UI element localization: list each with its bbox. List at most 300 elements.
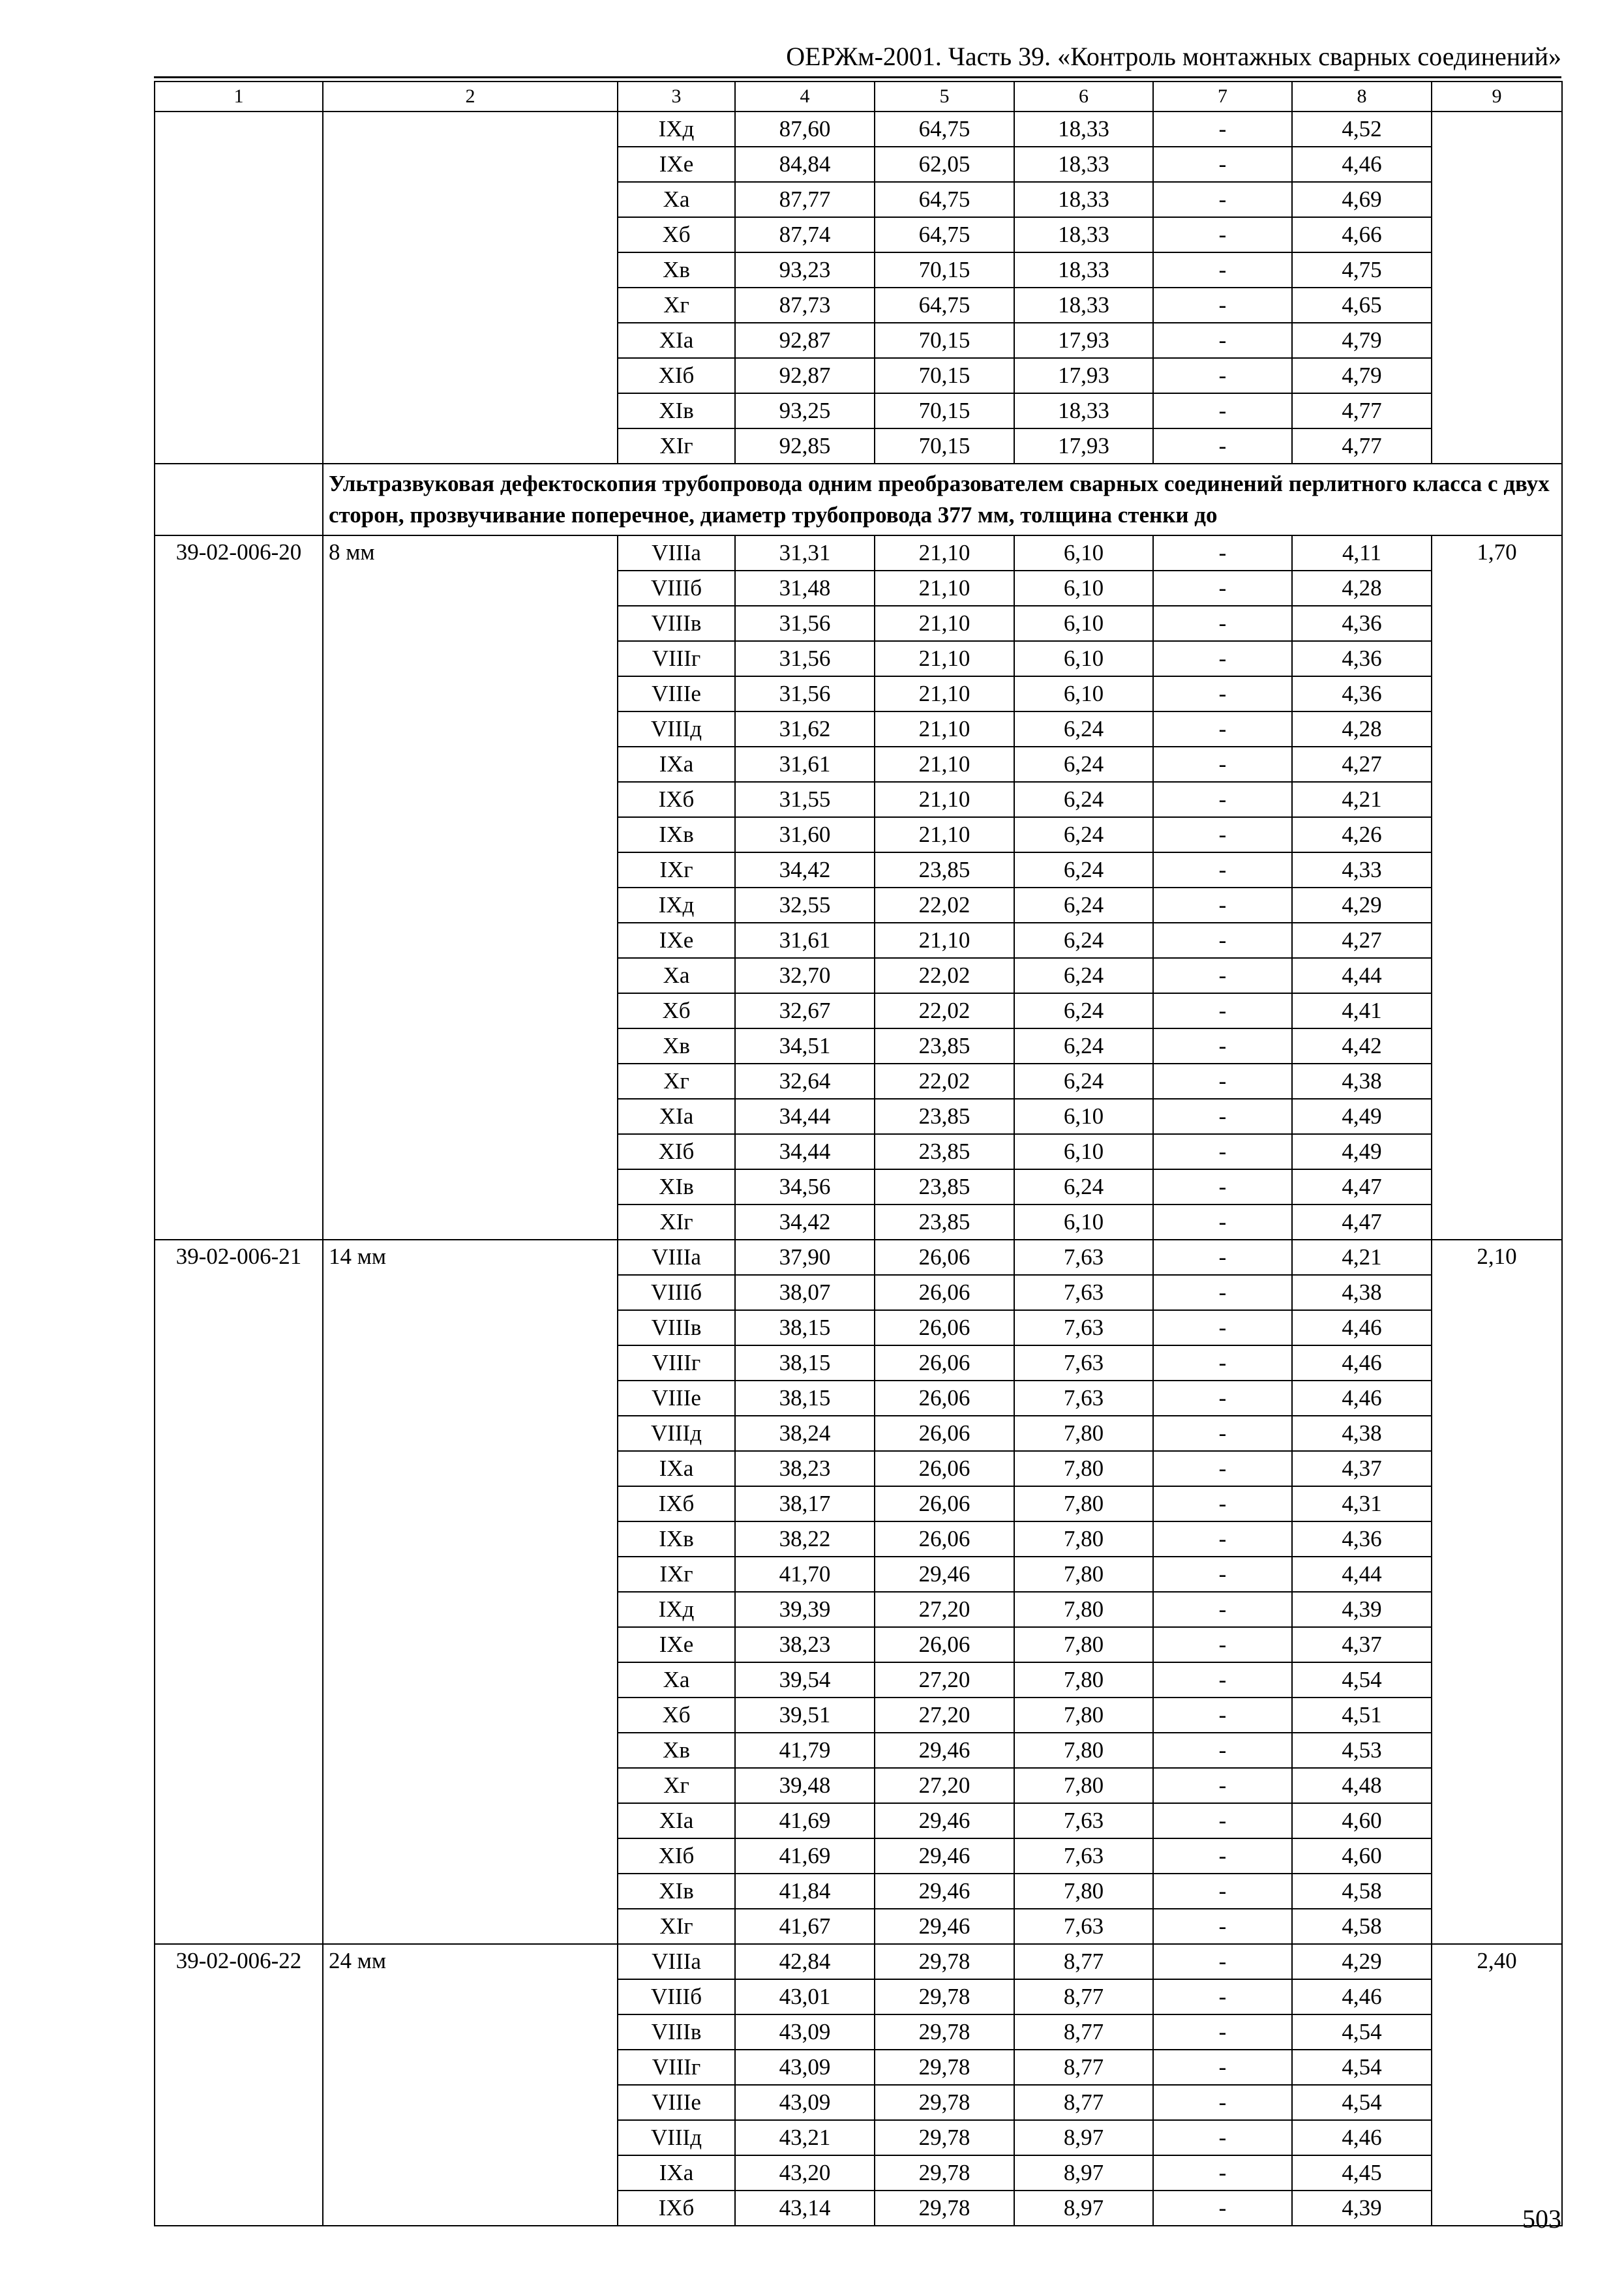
category-cell: XIб [618,1838,735,1874]
value-cell: 7,63 [1014,1803,1153,1838]
value-cell: 7,80 [1014,1698,1153,1733]
value-cell: 70,15 [875,323,1014,358]
value-cell: - [1153,1521,1292,1557]
value-cell: 7,80 [1014,1521,1153,1557]
value-cell: 4,21 [1292,782,1432,817]
value-cell: - [1153,147,1292,182]
value-cell: - [1153,1979,1292,2014]
value-cell: - [1153,1381,1292,1416]
value-cell: 34,56 [735,1169,875,1204]
value-cell: 34,44 [735,1134,875,1169]
value-cell: 29,78 [875,2050,1014,2085]
value-cell: 4,58 [1292,1909,1432,1944]
value-cell: 41,79 [735,1733,875,1768]
value-cell: 70,15 [875,358,1014,393]
category-cell: IXе [618,1627,735,1662]
value-cell: - [1153,1838,1292,1874]
value-cell: 4,66 [1292,217,1432,252]
value-cell: - [1153,676,1292,711]
category-cell: IXб [618,2191,735,2226]
column-number-header: 7 [1153,82,1292,112]
value-cell: 17,93 [1014,428,1153,464]
value-cell: 87,74 [735,217,875,252]
category-cell: XIб [618,358,735,393]
category-cell: XIв [618,1169,735,1204]
category-cell: Xа [618,1662,735,1698]
value-cell: 93,23 [735,252,875,288]
value-cell: 7,63 [1014,1838,1153,1874]
value-cell: 17,93 [1014,323,1153,358]
wall-thickness: 8 мм [323,535,618,1240]
value-cell: 18,33 [1014,252,1153,288]
value-cell: 84,84 [735,147,875,182]
value-cell: 4,54 [1292,2050,1432,2085]
category-cell: VIIIв [618,1310,735,1345]
column-number-header: 5 [875,82,1014,112]
value-cell: - [1153,1486,1292,1521]
value-cell: 37,90 [735,1240,875,1275]
value-cell: 4,37 [1292,1451,1432,1486]
value-cell: - [1153,217,1292,252]
value-cell: - [1153,112,1292,147]
value-cell: 6,24 [1014,923,1153,958]
value-cell: 6,10 [1014,641,1153,676]
value-cell: - [1153,535,1292,571]
value-cell: 31,55 [735,782,875,817]
value-cell: 4,60 [1292,1803,1432,1838]
category-cell: VIIIа [618,1944,735,1979]
value-cell: 7,80 [1014,1557,1153,1592]
category-cell: Xв [618,1028,735,1064]
value-cell: - [1153,1768,1292,1803]
value-cell: - [1153,1733,1292,1768]
value-cell: 4,41 [1292,993,1432,1028]
value-cell: 6,10 [1014,1204,1153,1240]
code-cell-empty [155,112,323,464]
category-cell: XIа [618,1803,735,1838]
value-cell: 38,17 [735,1486,875,1521]
category-cell: IXа [618,1451,735,1486]
value-cell: 4,46 [1292,147,1432,182]
value-cell: 21,10 [875,676,1014,711]
value-cell: 34,42 [735,852,875,888]
column-number-header: 3 [618,82,735,112]
value-cell: 34,51 [735,1028,875,1064]
value-cell: 7,80 [1014,1768,1153,1803]
value-cell: 23,85 [875,1169,1014,1204]
value-cell: - [1153,1909,1292,1944]
value-cell: 32,55 [735,888,875,923]
value-cell: - [1153,1134,1292,1169]
value-cell: - [1153,2050,1292,2085]
value-cell: 4,49 [1292,1099,1432,1134]
value-cell: 26,06 [875,1345,1014,1381]
value-cell: 8,77 [1014,2014,1153,2050]
category-cell: Xа [618,958,735,993]
value-cell: 70,15 [875,428,1014,464]
value-cell: 4,79 [1292,358,1432,393]
value-cell: 4,39 [1292,1592,1432,1627]
value-cell: 4,27 [1292,923,1432,958]
value-cell: 6,24 [1014,852,1153,888]
value-cell: 31,60 [735,817,875,852]
value-cell: 4,36 [1292,676,1432,711]
category-cell: VIIIв [618,2014,735,2050]
category-cell: VIIIе [618,676,735,711]
value-cell: 41,84 [735,1874,875,1909]
value-cell: 21,10 [875,711,1014,747]
value-cell: 22,02 [875,888,1014,923]
coefficient: 1,70 [1432,535,1562,1240]
category-cell: VIIIв [618,606,735,641]
value-cell: 4,53 [1292,1733,1432,1768]
value-cell: - [1153,1345,1292,1381]
value-cell: 4,11 [1292,535,1432,571]
category-cell: XIв [618,393,735,428]
header-divider [154,76,1561,78]
value-cell: 4,54 [1292,1662,1432,1698]
value-cell: 64,75 [875,182,1014,217]
value-cell: - [1153,2120,1292,2155]
value-cell: 64,75 [875,217,1014,252]
category-cell: IXг [618,1557,735,1592]
value-cell: - [1153,288,1292,323]
value-cell: 29,46 [875,1838,1014,1874]
value-cell: 29,78 [875,2120,1014,2155]
value-cell: 6,24 [1014,1028,1153,1064]
value-cell: 34,42 [735,1204,875,1240]
value-cell: 4,49 [1292,1134,1432,1169]
category-cell: Xб [618,993,735,1028]
value-cell: 22,02 [875,958,1014,993]
category-cell: Xг [618,288,735,323]
value-cell: - [1153,1275,1292,1310]
value-cell: 8,97 [1014,2120,1153,2155]
value-cell: 4,75 [1292,252,1432,288]
value-cell: 23,85 [875,1099,1014,1134]
value-cell: 4,36 [1292,641,1432,676]
value-cell: 7,80 [1014,1486,1153,1521]
value-cell: 22,02 [875,1064,1014,1099]
value-cell: - [1153,1028,1292,1064]
norm-code: 39-02-006-20 [155,535,323,1240]
value-cell: - [1153,428,1292,464]
resource-cell-empty [323,112,618,464]
category-cell: IXд [618,112,735,147]
value-cell: - [1153,1874,1292,1909]
value-cell: 4,46 [1292,1979,1432,2014]
value-cell: 8,97 [1014,2191,1153,2226]
value-cell: 4,37 [1292,1627,1432,1662]
value-cell: 29,46 [875,1803,1014,1838]
category-cell: VIIIб [618,1275,735,1310]
value-cell: 8,77 [1014,1979,1153,2014]
table-row [155,1944,1562,1979]
value-cell: 41,67 [735,1909,875,1944]
category-cell: Xа [618,182,735,217]
value-cell: 4,52 [1292,112,1432,147]
value-cell: 7,63 [1014,1909,1153,1944]
norms-table [154,81,1563,2226]
value-cell: 26,06 [875,1381,1014,1416]
category-cell: Xб [618,217,735,252]
value-cell: - [1153,606,1292,641]
value-cell: 4,45 [1292,2155,1432,2191]
value-cell: 8,97 [1014,2155,1153,2191]
category-cell: VIIIб [618,571,735,606]
category-cell: VIIIг [618,641,735,676]
value-cell: 8,77 [1014,2050,1153,2085]
value-cell: 4,60 [1292,1838,1432,1874]
value-cell: 41,69 [735,1803,875,1838]
value-cell: 7,80 [1014,1416,1153,1451]
value-cell: 8,77 [1014,1944,1153,1979]
value-cell: 34,44 [735,1099,875,1134]
value-cell: 27,20 [875,1662,1014,1698]
table-row [155,535,1562,571]
value-cell: 31,56 [735,676,875,711]
category-cell: VIIIг [618,2050,735,2085]
value-cell: 6,24 [1014,958,1153,993]
value-cell: 6,24 [1014,888,1153,923]
value-cell: 4,44 [1292,958,1432,993]
value-cell: 23,85 [875,1134,1014,1169]
value-cell: - [1153,1240,1292,1275]
value-cell: 31,61 [735,923,875,958]
category-cell: IXб [618,1486,735,1521]
value-cell: 29,78 [875,2191,1014,2226]
category-cell: Xв [618,252,735,288]
category-cell: XIа [618,1099,735,1134]
page-number: 503 [1522,2204,1561,2234]
value-cell: 4,54 [1292,2014,1432,2050]
value-cell: 7,80 [1014,1627,1153,1662]
category-cell: IXе [618,923,735,958]
value-cell: 4,29 [1292,888,1432,923]
value-cell: 4,29 [1292,1944,1432,1979]
value-cell: 31,62 [735,711,875,747]
category-cell: XIг [618,1909,735,1944]
value-cell: 38,24 [735,1416,875,1451]
value-cell: - [1153,1557,1292,1592]
value-cell: 29,78 [875,1944,1014,1979]
category-cell: VIIIб [618,1979,735,2014]
value-cell: 4,38 [1292,1416,1432,1451]
value-cell: - [1153,323,1292,358]
value-cell: 43,09 [735,2014,875,2050]
value-cell: 4,77 [1292,393,1432,428]
category-cell: Xг [618,1768,735,1803]
value-cell: 6,10 [1014,606,1153,641]
value-cell: 7,80 [1014,1662,1153,1698]
value-cell: 31,48 [735,571,875,606]
value-cell: 18,33 [1014,182,1153,217]
value-cell: 4,38 [1292,1064,1432,1099]
value-cell: 4,46 [1292,1310,1432,1345]
category-cell: IXб [618,782,735,817]
value-cell: 21,10 [875,747,1014,782]
value-cell: 70,15 [875,252,1014,288]
value-cell: - [1153,817,1292,852]
value-cell: 22,02 [875,993,1014,1028]
value-cell: - [1153,393,1292,428]
value-cell: 18,33 [1014,217,1153,252]
value-cell: 6,10 [1014,1134,1153,1169]
value-cell: 6,24 [1014,1064,1153,1099]
value-cell: 92,87 [735,323,875,358]
value-cell: 29,46 [875,1557,1014,1592]
value-cell: 87,60 [735,112,875,147]
value-cell: 6,24 [1014,993,1153,1028]
value-cell: 32,64 [735,1064,875,1099]
value-cell: 4,65 [1292,288,1432,323]
value-cell: 4,26 [1292,817,1432,852]
value-cell: - [1153,641,1292,676]
value-cell: 18,33 [1014,147,1153,182]
value-cell: 26,06 [875,1451,1014,1486]
value-cell: 4,47 [1292,1169,1432,1204]
value-cell: 64,75 [875,288,1014,323]
value-cell: 21,10 [875,782,1014,817]
value-cell: 21,10 [875,606,1014,641]
value-cell: 4,47 [1292,1204,1432,1240]
value-cell: 43,09 [735,2085,875,2120]
column-number-header: 2 [323,82,618,112]
value-cell: - [1153,2014,1292,2050]
value-cell: 4,51 [1292,1698,1432,1733]
category-cell: VIIIа [618,535,735,571]
value-cell: 29,46 [875,1874,1014,1909]
value-cell: 7,63 [1014,1310,1153,1345]
value-cell: 7,63 [1014,1275,1153,1310]
value-cell: 31,56 [735,606,875,641]
value-cell: 4,44 [1292,1557,1432,1592]
value-cell: 31,56 [735,641,875,676]
value-cell: 92,85 [735,428,875,464]
value-cell: 26,06 [875,1275,1014,1310]
category-cell: Xв [618,1733,735,1768]
value-cell: 4,36 [1292,606,1432,641]
value-cell: 38,15 [735,1345,875,1381]
value-cell: 18,33 [1014,393,1153,428]
value-cell: 6,10 [1014,571,1153,606]
value-cell: 4,79 [1292,323,1432,358]
value-cell: 4,36 [1292,1521,1432,1557]
value-cell: 23,85 [875,1204,1014,1240]
value-cell: 38,15 [735,1381,875,1416]
value-cell: - [1153,1698,1292,1733]
value-cell: 4,48 [1292,1768,1432,1803]
category-cell: IXд [618,1592,735,1627]
value-cell: 7,80 [1014,1733,1153,1768]
value-cell: 32,67 [735,993,875,1028]
value-cell: 4,28 [1292,711,1432,747]
value-cell: 27,20 [875,1698,1014,1733]
value-cell: 26,06 [875,1521,1014,1557]
value-cell: 4,27 [1292,747,1432,782]
value-cell: 42,84 [735,1944,875,1979]
value-cell: 38,23 [735,1451,875,1486]
value-cell: 62,05 [875,147,1014,182]
value-cell: 93,25 [735,393,875,428]
section-title: Ультразвуковая дефектоскопия трубопровода одним преобразователем сварных соединений перлитного класса с двух сторон, прозвучивание поперечное, диаметр трубопровода 377 мм, толщина стенки до [323,464,1562,535]
value-cell: - [1153,358,1292,393]
value-cell: 7,63 [1014,1240,1153,1275]
column-number-header: 1 [155,82,323,112]
value-cell: 29,46 [875,1909,1014,1944]
category-cell: IXа [618,747,735,782]
category-cell: IXа [618,2155,735,2191]
category-cell: IXг [618,852,735,888]
table-row [155,112,1562,147]
value-cell: 70,15 [875,393,1014,428]
value-cell: - [1153,993,1292,1028]
value-cell: - [1153,571,1292,606]
coefficient: 2,40 [1432,1944,1562,2226]
value-cell: 39,54 [735,1662,875,1698]
value-cell: 4,69 [1292,182,1432,217]
category-cell: VIIIд [618,711,735,747]
value-cell: - [1153,252,1292,288]
value-cell: 21,10 [875,923,1014,958]
section-code-cell [155,464,323,535]
category-cell: VIIIе [618,2085,735,2120]
category-cell: VIIIг [618,1345,735,1381]
category-cell: XIб [618,1134,735,1169]
value-cell: - [1153,1944,1292,1979]
value-cell: 6,24 [1014,782,1153,817]
value-cell: 64,75 [875,112,1014,147]
value-cell: - [1153,852,1292,888]
value-cell: - [1153,1204,1292,1240]
value-cell: 6,24 [1014,1169,1153,1204]
norm-code: 39-02-006-21 [155,1240,323,1944]
category-cell: IXе [618,147,735,182]
value-cell: - [1153,2155,1292,2191]
category-cell: IXв [618,1521,735,1557]
value-cell: 18,33 [1014,112,1153,147]
column-number-header: 8 [1292,82,1432,112]
value-cell: 26,06 [875,1416,1014,1451]
value-cell: 43,20 [735,2155,875,2191]
value-cell: 26,06 [875,1240,1014,1275]
column-number-header: 4 [735,82,875,112]
value-cell: 7,80 [1014,1592,1153,1627]
value-cell: 6,24 [1014,747,1153,782]
value-cell: - [1153,711,1292,747]
value-cell: 31,61 [735,747,875,782]
value-cell: 39,48 [735,1768,875,1803]
value-cell: 43,21 [735,2120,875,2155]
value-cell: 23,85 [875,1028,1014,1064]
value-cell: 41,69 [735,1838,875,1874]
value-cell: 6,10 [1014,535,1153,571]
value-cell: 27,20 [875,1592,1014,1627]
value-cell: 4,38 [1292,1275,1432,1310]
value-cell: - [1153,1064,1292,1099]
value-cell: 4,28 [1292,571,1432,606]
value-cell: 4,21 [1292,1240,1432,1275]
value-cell: 7,80 [1014,1451,1153,1486]
value-cell: 7,80 [1014,1874,1153,1909]
value-cell: 21,10 [875,641,1014,676]
value-cell: 4,54 [1292,2085,1432,2120]
value-cell: 29,78 [875,2014,1014,2050]
category-cell: XIг [618,428,735,464]
value-cell: 17,93 [1014,358,1153,393]
category-cell: XIв [618,1874,735,1909]
value-cell: 4,31 [1292,1486,1432,1521]
